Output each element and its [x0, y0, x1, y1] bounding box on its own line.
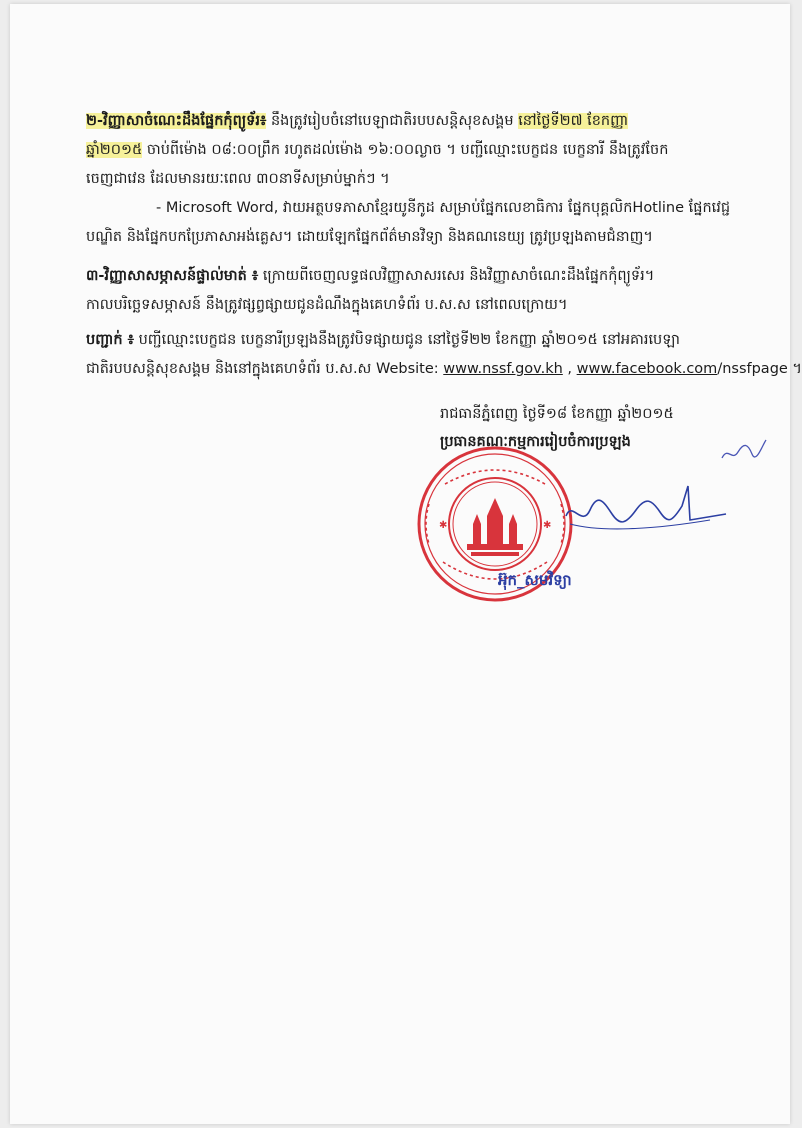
note-line2-text: ជាតិរបបសន្តិសុខសង្គម និងនៅក្នុងគេហទំព័រ ប.ស.ស Website:	[86, 361, 439, 377]
document-page	[10, 4, 802, 1124]
initial-mark-icon	[718, 436, 768, 466]
section2-line4: - Microsoft Word, វាយអត្ថបទភាសាខ្មែរយូនីកូដ សម្រាប់ផ្នែកលេខាធិការ ផ្នែកបុគ្គលិកHotline ផ្នែកវេជ្ជ	[156, 200, 731, 216]
section2-heading: ២-វិញ្ញាសាចំណេះដឹងផ្នែកកុំព្យូទ័រ៖	[86, 113, 267, 129]
section-computer-knowledge	[86, 107, 736, 252]
handwritten-signature-icon	[560, 480, 730, 550]
section2-line2	[86, 136, 736, 165]
note-line2	[86, 355, 802, 384]
signature-role: ប្រធានគណៈកម្មការរៀបចំការប្រឡង	[440, 434, 631, 450]
section-oral-interview	[86, 262, 736, 320]
section2-line1-text: នឹងត្រូវរៀបចំនៅបេឡាជាតិរបបសន្តិសុខសង្គម	[270, 113, 514, 129]
facebook-link[interactable]: www.facebook.com	[576, 361, 718, 377]
section-note	[86, 326, 802, 384]
link-separator: ,	[562, 361, 577, 377]
note-line1-text: បញ្ជីឈ្មោះបេក្ខជន បេក្ខនារីប្រឡងនឹងត្រូវបិទផ្សាយជូន នៅថ្ងៃទី២២ ខែកញ្ញា ឆ្នាំ២០១៥ នៅអគារបេឡា	[138, 332, 680, 348]
section2-line2-text: ចាប់ពីម៉ោង ០៨:០០ព្រឹក រហូតដល់ម៉ោង ១៦:០០ល្ងាច ។ បញ្ជីឈ្មោះបេក្ខជន បេក្ខនារី នឹងត្រូវចែក	[146, 142, 669, 158]
section2-year-highlight: ឆ្នាំ២០១៥	[86, 142, 143, 158]
note-line1	[86, 326, 736, 355]
signatory-name: អ៊ុក_សមវិទ្យា	[498, 571, 572, 589]
section2-line5: បណ្ឌិត និងផ្នែកបកប្រែភាសាអង់គ្លេស។ ដោយឡែកផ្នែកព័ត៌មានវិទ្យា និងគណនេយ្យ ត្រូវប្រឡងតាមជំនាញ។	[86, 229, 653, 245]
svg-text:✱: ✱	[543, 520, 552, 531]
signature-date: រាជធានីភ្នំពេញ ថ្ងៃទី១៨ ខែកញ្ញា ឆ្នាំ២០១៥	[440, 406, 674, 422]
section3-line1	[86, 262, 736, 291]
note-heading: បញ្ជាក់ ៖	[86, 332, 134, 348]
section3-line2: កាលបរិច្ឆេទសម្ភាសន៍ នឹងត្រូវផ្សព្វផ្សាយជូនដំណឹងក្នុងគេហទំព័រ ប.ស.ស នៅពេលក្រោយ។	[86, 297, 568, 313]
section2-line3: ចេញជាវេន ដែលមានរយៈពេល ៣០នាទីសម្រាប់ម្នាក់ៗ ។	[86, 171, 390, 187]
section2-line1	[86, 107, 736, 136]
section2-date-highlight: នៅថ្ងៃទី២៧ ខែកញ្ញា	[518, 113, 629, 129]
website-link[interactable]: www.nssf.gov.kh	[443, 361, 563, 377]
section3-heading: ៣-វិញ្ញាសាសម្ភាសន៍ផ្ទាល់មាត់ ៖	[86, 268, 259, 284]
svg-text:✱: ✱	[439, 520, 448, 531]
section3-line1-text: ក្រោយពីចេញលទ្ធផលវិញ្ញាសាសរសេរ និងវិញ្ញាសាចំណេះដឹងផ្នែកកុំព្យូទ័រ។	[262, 268, 655, 284]
facebook-suffix: /nssfpage ។	[717, 361, 802, 377]
